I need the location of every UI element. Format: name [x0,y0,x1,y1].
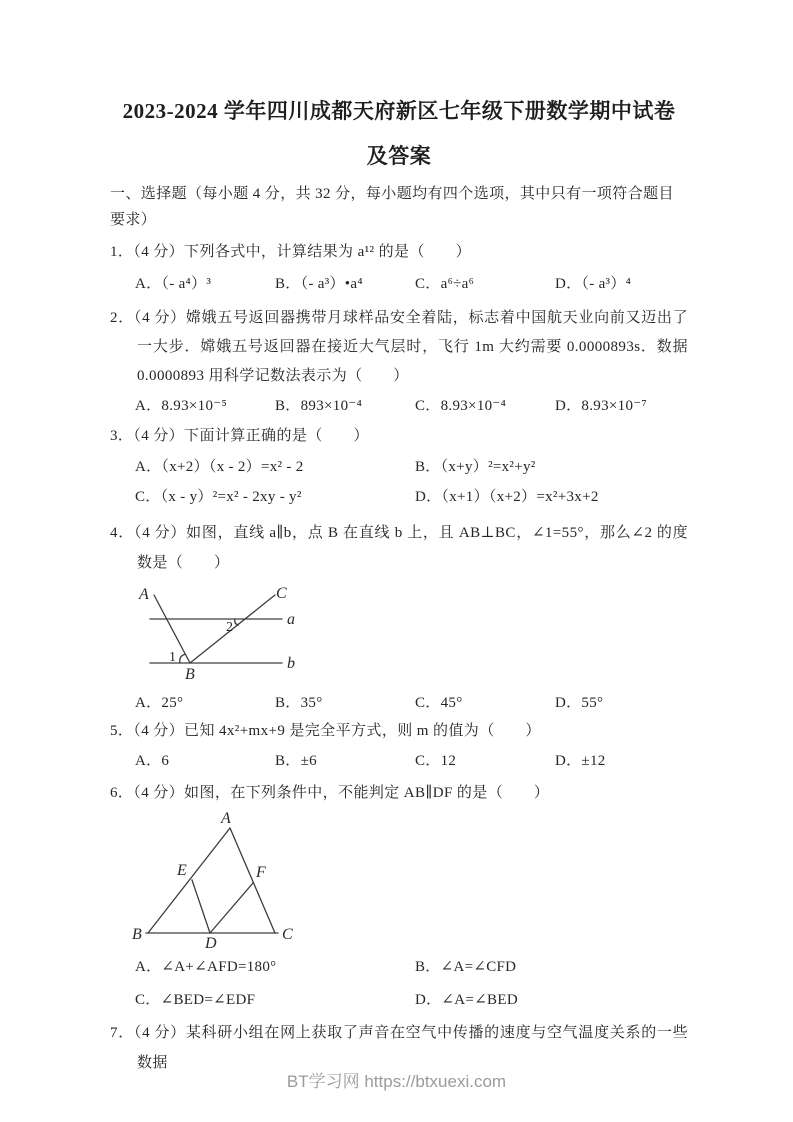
question-4-option-d: D．55° [555,695,604,711]
figure-q4-label-C: C [276,585,287,602]
question-3-option-a: A．（x+2）（x - 2）=x² - 2 [135,459,304,475]
question-6-figure [120,811,688,956]
question-1-stem: 1．（4 分）下列各式中，计算结果为 a¹² 的是（ ） [110,244,472,260]
question-6-option-a: A．∠A+∠AFD=180° [135,959,277,975]
question-2-option-d: D．8.93×10⁻⁷ [555,398,647,414]
figure-q6-label-B: B [132,926,142,943]
question-7-stem: 7．（4 分）某科研小组在网上获取了声音在空气中传播的速度与空气温度关系的一些数据 [110,1025,688,1071]
question-2-options [110,391,688,421]
question-3-stem: 3．（4 分）下面计算正确的是（ ） [110,428,369,444]
question-4-option-c: C．45° [415,695,463,711]
figure-triangle [120,811,350,956]
question-4-option-a: A．25° [135,695,184,711]
question-1-option-b: B．（- a³）•a⁴ [275,276,363,292]
figure-q6-label-C: C [282,926,293,943]
question-2 [110,304,688,421]
question-4-figure [130,582,688,692]
question-2-option-b: B．893×10⁻⁴ [275,398,363,414]
question-3-option-c: C．（x - y）²=x² - 2xy - y² [135,489,302,505]
question-1-option-d: D．（- a³）⁴ [555,276,632,292]
site-watermark-footer: BT学习网 https://btxuexi.com [286,1072,507,1091]
figure-q6-label-A: A [221,811,231,827]
question-5 [110,716,688,776]
question-6-options-row2 [110,985,688,1015]
question-6-option-b: B．∠A=∠CFD [415,959,517,975]
figure-q6-label-D: D [205,935,217,952]
figure-parallel-lines [130,582,370,692]
question-4-stem: 4．（4 分）如图，直线 a∥b，点 B 在直线 b 上，且 AB⊥BC，∠1=55°，那么∠2 的度数是（ ） [110,525,688,571]
section-header-choice-questions: 一、选择题（每小题 4 分，共 32 分，每小题均有四个选项，其中只有一项符合题目要求） [110,186,674,228]
question-5-option-d: D．±12 [555,753,606,769]
figure-q4-label-a: a [287,611,295,628]
figure-q6-label-F: F [256,864,266,881]
question-5-stem: 5．（4 分）已知 4x²+mx+9 是完全平方式，则 m 的值为（ ） [110,723,541,739]
figure-q4-label-b: b [287,655,295,672]
question-2-option-a: A．8.93×10⁻⁵ [135,398,227,414]
document-title-line2: 及答案 [366,144,432,168]
question-1 [110,237,688,299]
figure-q4-label-A: A [139,586,149,603]
question-6 [110,778,688,1015]
question-5-options [110,746,688,776]
question-5-option-a: A．6 [135,753,170,769]
question-3-option-d: D．（x+1）（x+2）=x²+3x+2 [415,489,599,505]
question-1-options [110,269,688,299]
question-2-option-c: C．8.93×10⁻⁴ [415,398,507,414]
question-3-option-b: B．（x+y）²=x²+y² [415,459,536,475]
question-4-options [110,690,688,716]
question-6-option-d: D．∠A=∠BED [415,992,518,1008]
question-5-option-c: C．12 [415,753,457,769]
question-3-options-row1 [110,452,688,482]
figure-q4-label-angle2: 2 [226,620,233,635]
document-content [110,0,688,1078]
question-1-option-c: C．a⁶÷a⁶ [415,276,475,292]
question-2-stem: 2．（4 分）嫦娥五号返回器携带月球样品安全着陆，标志着中国航天业向前又迈出了一大步．嫦娥五号返回器在接近大气层时，飞行 1m 大约需要 0.0000893s．数据 0.0000893 用科学记数法表示为（ ） [110,310,688,384]
question-6-stem: 6．（4 分）如图，在下列条件中，不能判定 AB∥DF 的是（ ） [110,785,550,801]
figure-q4-label-B: B [185,666,195,683]
document-title-line1: 2023-2024 学年四川成都天府新区七年级下册数学期中试卷 [122,99,676,123]
question-4-option-b: B．35° [275,695,323,711]
question-1-option-a: A．（- a⁴）³ [135,276,212,292]
question-6-option-c: C．∠BED=∠EDF [135,992,256,1008]
figure-q4-label-angle1: 1 [169,650,176,665]
question-4 [110,518,688,716]
question-5-option-b: B．±6 [275,753,317,769]
question-6-options-row1 [110,952,688,982]
figure-q6-label-E: E [177,862,187,879]
question-3-options-row2 [110,482,688,512]
question-3 [110,421,688,512]
